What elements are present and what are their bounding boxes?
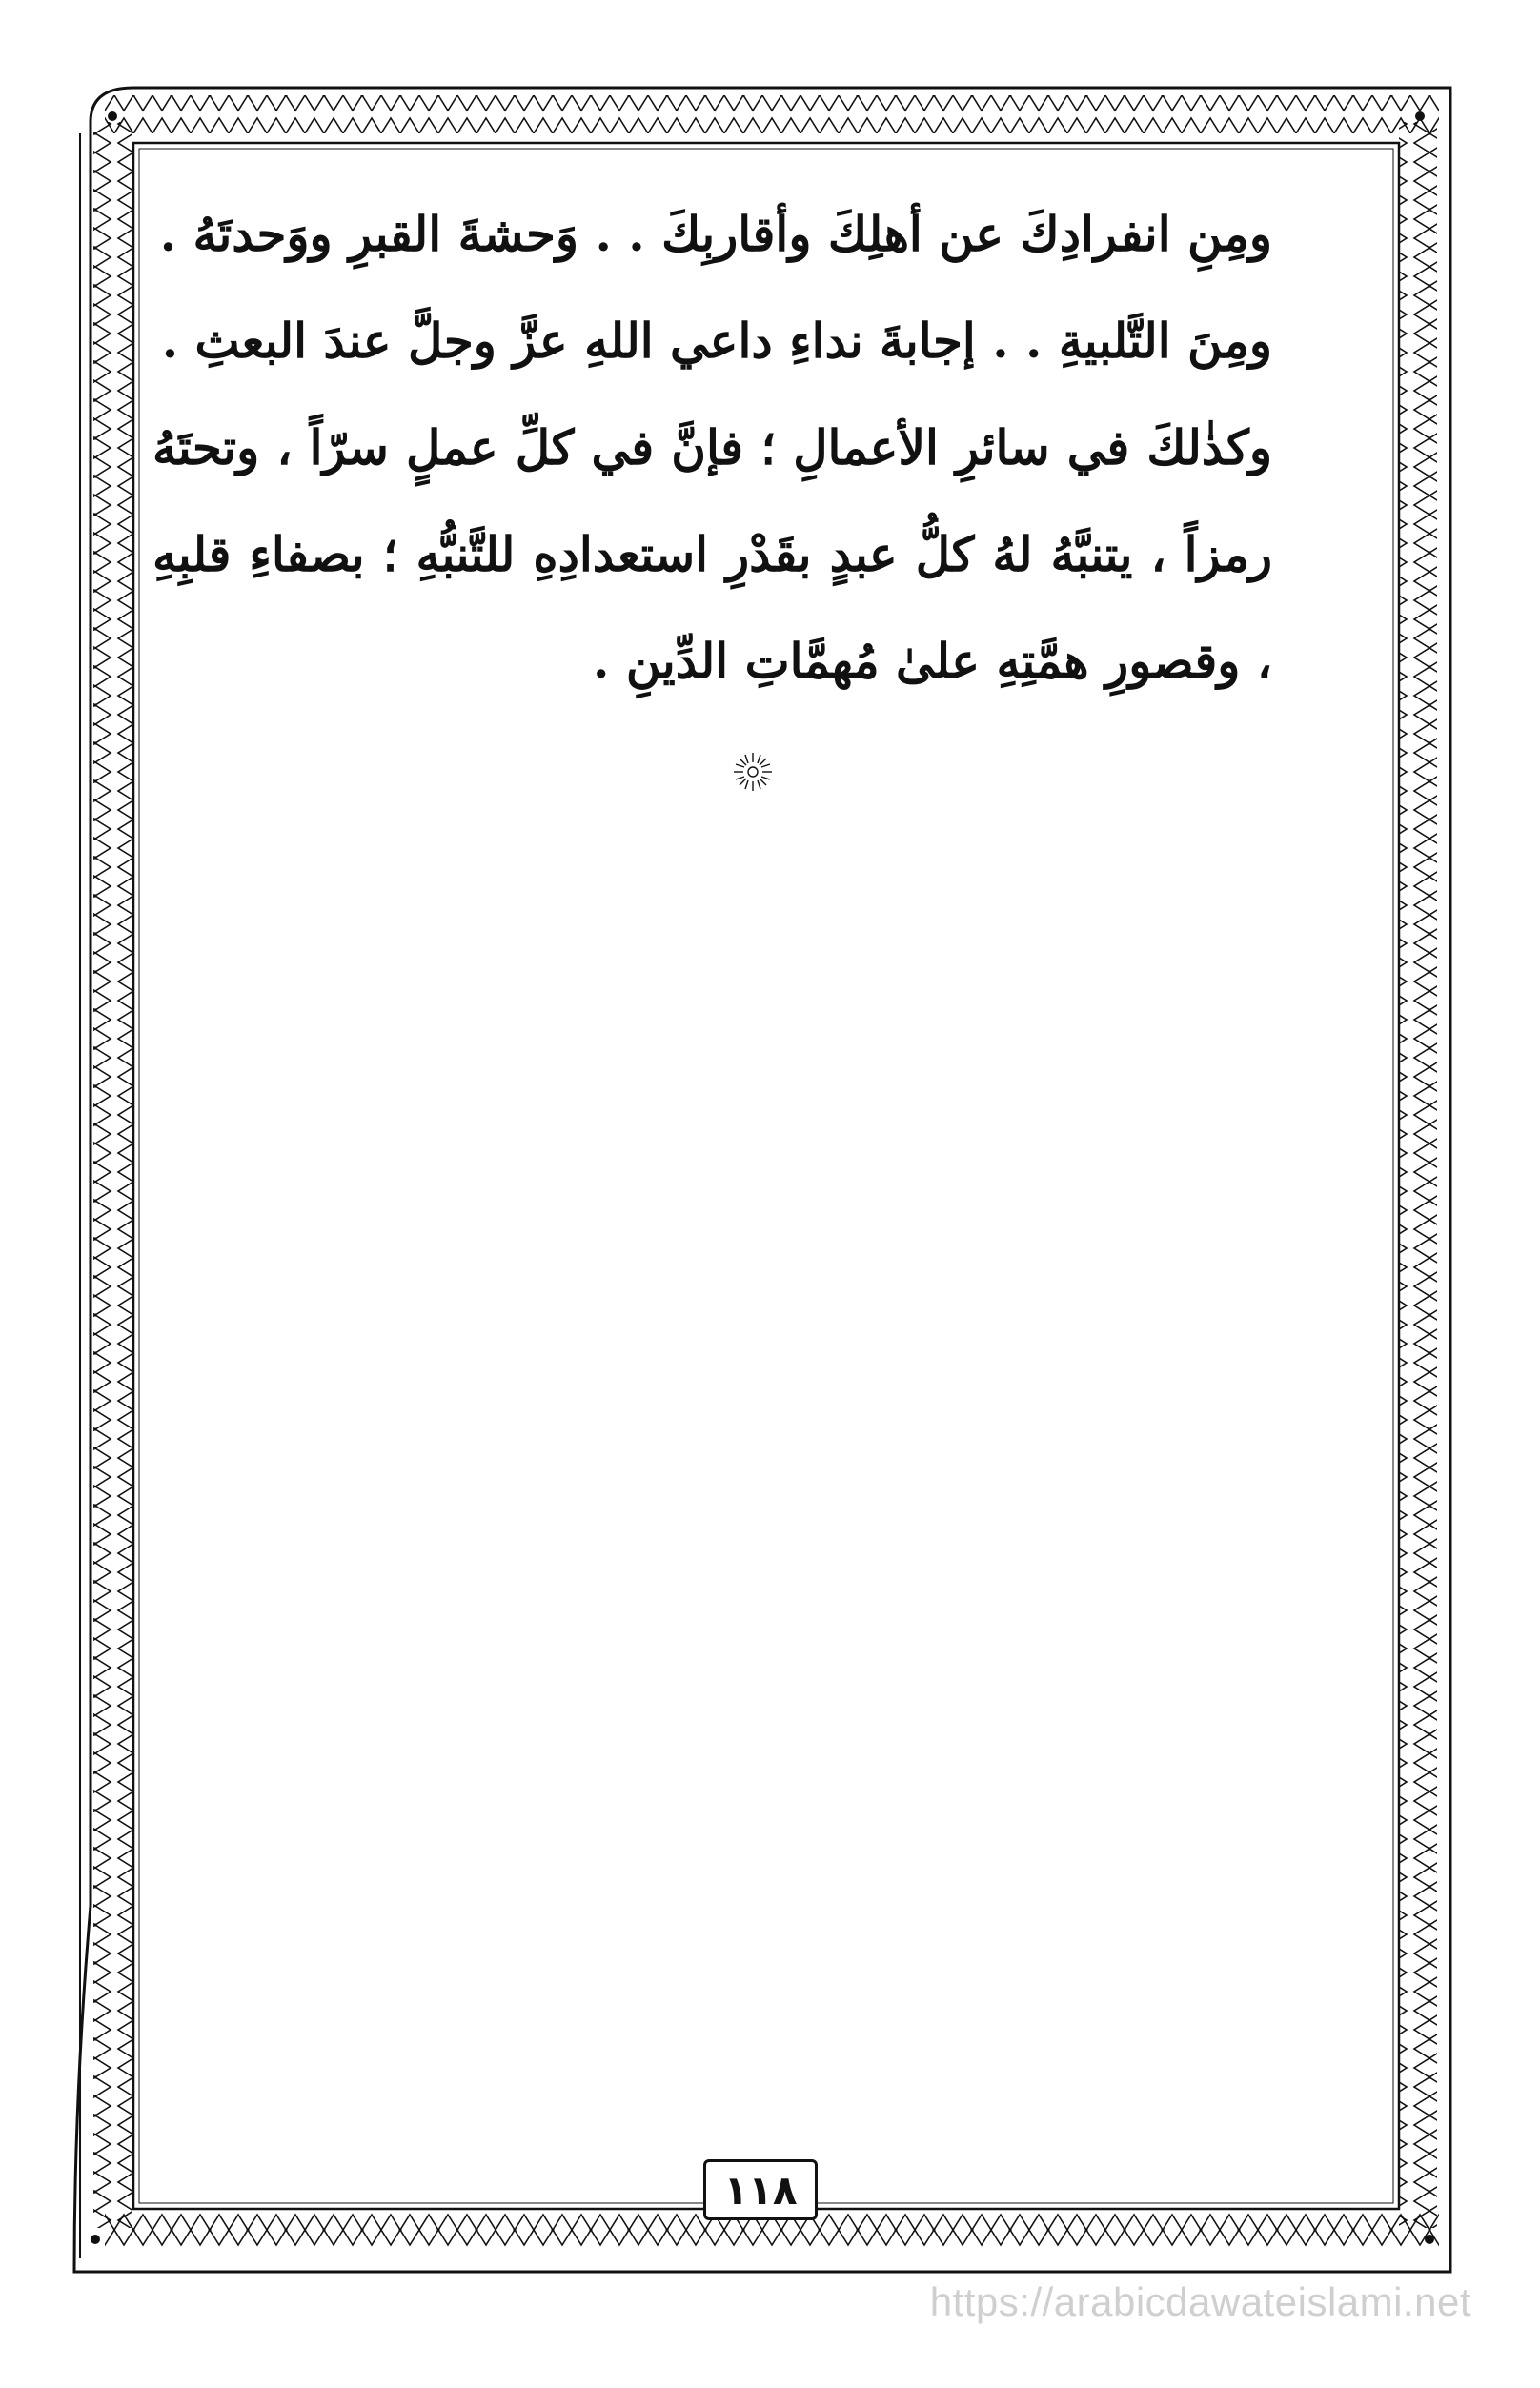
watermark-url: https://arabicdawateislami.net (929, 2279, 1471, 2324)
paragraph-2: ومِنَ التَّلبيةِ . . إجابةَ نداءِ داعي اللهِ عزَّ وجلَّ عندَ البعثِ . (161, 313, 1272, 369)
sunburst-ornament-icon (732, 751, 774, 793)
paragraph-1: ومِنِ انفرادِكَ عن أهلِكَ وأقاربِكَ . . وَحشةَ القبرِ ووَحدتَهُ . (159, 206, 1272, 262)
body-text (152, 181, 1358, 715)
page-number: ١١٨ (703, 2159, 818, 2220)
paragraph-3: وكذٰلكَ في سائرِ الأعمالِ ؛ فإنَّ في كلِّ عملٍ سرّاً ، وتحتَهُ رمزاً ، يتنبَّهُ لهُ كلُّ عبدٍ بقَدْرِ استعدادِهِ للتَّنبُّهِ ؛ بصفاءِ قلبِهِ ، وقصورِ همَّتِهِ علىٰ مُهمَّاتِ الدِّينِ . (152, 419, 1272, 689)
